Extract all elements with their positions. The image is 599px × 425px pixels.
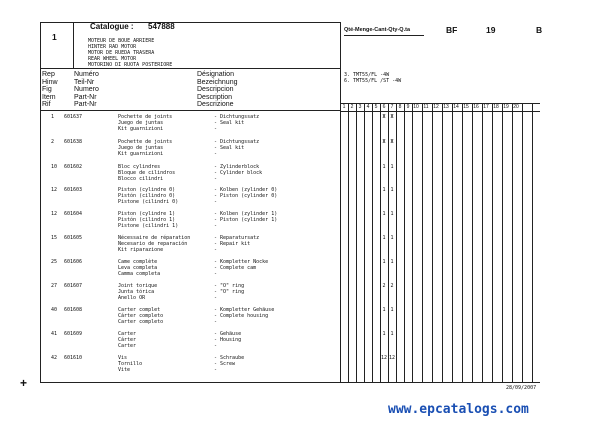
row-desc-2: - Dichtungssatz - Seal kit - (214, 114, 260, 132)
row-qty-col6: 1 (390, 259, 394, 265)
row-part-number: 601602 (64, 164, 83, 170)
row-qty-col3: 1 (382, 331, 386, 337)
catalogue-code: BF (446, 25, 458, 35)
row-desc: Joint torique Junta tórica Anello OR (118, 283, 158, 301)
row-desc: Nécessaire de réparation Necesario de reparación Kit riparazione (118, 235, 191, 253)
parts-row (0, 307, 599, 331)
row-part-number: 601609 (64, 331, 83, 337)
col-header-part-number: Numéro Teil-Nr Numero Part-Nr Part-Nr (74, 71, 99, 109)
row-desc-2: - "O" ring - "O" ring - (214, 283, 245, 301)
row-qty-col3: 1 (382, 164, 386, 170)
row-rep: 42 (51, 355, 58, 361)
parts-row (0, 331, 599, 355)
registration-mark: + (20, 376, 28, 390)
title-en: REAR WHEEL MOTOR (88, 56, 137, 62)
row-qty-col3: X (382, 114, 386, 120)
row-part-number: 601638 (64, 139, 83, 145)
row-qty-col3: 1 (382, 187, 386, 193)
row-qty-col3: 12 (380, 355, 388, 361)
parts-row (0, 235, 599, 259)
row-qty-col3: 1 (382, 211, 386, 217)
title-fr: MOTEUR DE BOUE ARRIERE (88, 38, 155, 44)
row-part-number: 601608 (64, 307, 83, 313)
qty-column-numbers: 1 2 3 4 5 6 7 8 9 10 11 12 13 14 15 16 17 18 19 20 (340, 103, 540, 112)
row-rep: 25 (51, 259, 58, 265)
row-desc: Vis Tornillo Vite (118, 355, 143, 373)
row-qty-col3: X (382, 139, 386, 145)
row-desc: Carter Cárter Carter (118, 331, 137, 349)
row-part-number: 601607 (64, 283, 83, 289)
row-desc-2: - Kompletter Nocke - Complete cam - (214, 259, 269, 277)
row-desc-2: - Kolben (zylinder 1) - Piston (cylinder 1) - (214, 211, 278, 229)
row-qty-col6: X (390, 114, 394, 120)
page-number: 1 (52, 32, 57, 42)
row-rep: 12 (51, 211, 58, 217)
title-it: MOTORINO DI RUOTA POSTERIORE (88, 62, 173, 68)
parts-row (0, 259, 599, 283)
row-part-number: 601604 (64, 211, 83, 217)
row-qty-col6: 1 (390, 187, 394, 193)
row-desc: Carter complet Cárter completo Carter completo (118, 307, 164, 325)
row-qty-col3: 2 (382, 283, 386, 289)
row-qty-col6: 1 (390, 331, 394, 337)
row-part-number: 601603 (64, 187, 83, 193)
parts-row (0, 187, 599, 211)
row-rep: 27 (51, 283, 58, 289)
row-qty-col6: 1 (390, 307, 394, 313)
parts-row (0, 211, 599, 235)
catalogue-label: Catalogue : (90, 22, 134, 31)
row-part-number: 601606 (64, 259, 83, 265)
row-part-number: 601637 (64, 114, 83, 120)
parts-row (0, 283, 599, 307)
row-qty-col6: 2 (390, 283, 394, 289)
row-rep: 12 (51, 187, 58, 193)
column-header-divider (40, 110, 340, 111)
print-date: 28/09/2007 (506, 385, 537, 391)
watermark-url: www.epcatalogs.com (388, 402, 529, 417)
row-desc: Piston (cylindre 0) Pistón (cilindro 0) Pistone (cilindri 0) (118, 187, 179, 205)
page-letter: B (536, 25, 543, 35)
col-header-rep: Rep Hinw Fig Item Rif (42, 71, 58, 109)
parts-row (0, 139, 599, 163)
row-qty-col6: 1 (390, 164, 394, 170)
header-divider (40, 68, 340, 69)
page-number-divider (73, 22, 74, 68)
row-desc-2: - Kolben (zylinder 0) - Piston (cylinder 0) - (214, 187, 278, 205)
parts-row (0, 355, 599, 379)
row-qty-col3: 1 (382, 259, 386, 265)
row-desc: Came complète Leva completa Camma completa (118, 259, 161, 277)
col-header-designation: Désignation Bezeichnung Descripcion Description Descrizione (197, 71, 238, 109)
row-qty-col3: 1 (382, 235, 386, 241)
qty-header-underline (344, 35, 424, 36)
model-6: 6. TMT55/FL /ST -4W (344, 78, 402, 84)
row-desc: Piston (cylindre 1) Pistón (cilindro 1) Pistone (cilindri 1) (118, 211, 179, 229)
title-es: MOTOR DE RUEDA TRASERA (88, 50, 155, 56)
row-qty-col6: X (390, 139, 394, 145)
row-desc: Bloc cylindres Bloque de cilindros Blocco cilindri (118, 164, 176, 182)
row-desc-2: - Zylinderblock - Cylinder block - (214, 164, 263, 182)
frame-top-border (40, 22, 340, 23)
row-qty-col6: 1 (390, 235, 394, 241)
row-rep: 15 (51, 235, 58, 241)
row-desc-2: - Reparatursatz - Repair kit - (214, 235, 260, 253)
parts-row (0, 114, 599, 138)
model-3: 3. TMT55/FL -4W (344, 72, 390, 78)
row-qty-col6: 1 (390, 211, 394, 217)
assembly-titles (88, 38, 172, 68)
row-desc-2: - Schraube - Screw - (214, 355, 245, 373)
title-de: HINTER RAD MOTOR (88, 44, 137, 50)
parts-row (0, 164, 599, 188)
row-rep: 10 (51, 164, 58, 170)
row-rep: 1 (51, 114, 55, 120)
row-qty-col3: 1 (382, 307, 386, 313)
row-part-number: 601605 (64, 235, 83, 241)
row-qty-col6: 12 (388, 355, 396, 361)
model-list (344, 72, 401, 84)
catalogue-number: 547888 (148, 22, 175, 31)
row-desc-2: - Gehäuse - Housing - (214, 331, 242, 349)
row-rep: 2 (51, 139, 55, 145)
row-rep: 41 (51, 331, 58, 337)
row-desc: Pochette de joints Juego de juntas Kit guarnizioni (118, 114, 173, 132)
row-desc-2: - Kompletter Gehäuse - Complete housing - (214, 307, 275, 325)
row-desc-2: - Dichtungssatz - Seal kit - (214, 139, 260, 157)
row-part-number: 601610 (64, 355, 83, 361)
qty-header: Qté-Menge-Cant-Qty-Q.ta (344, 27, 410, 33)
row-desc: Pochette de joints Juego de juntas Kit guarnizioni (118, 139, 173, 157)
frame-bottom-border (40, 382, 540, 383)
page-ref: 19 (486, 25, 496, 35)
row-rep: 40 (51, 307, 58, 313)
